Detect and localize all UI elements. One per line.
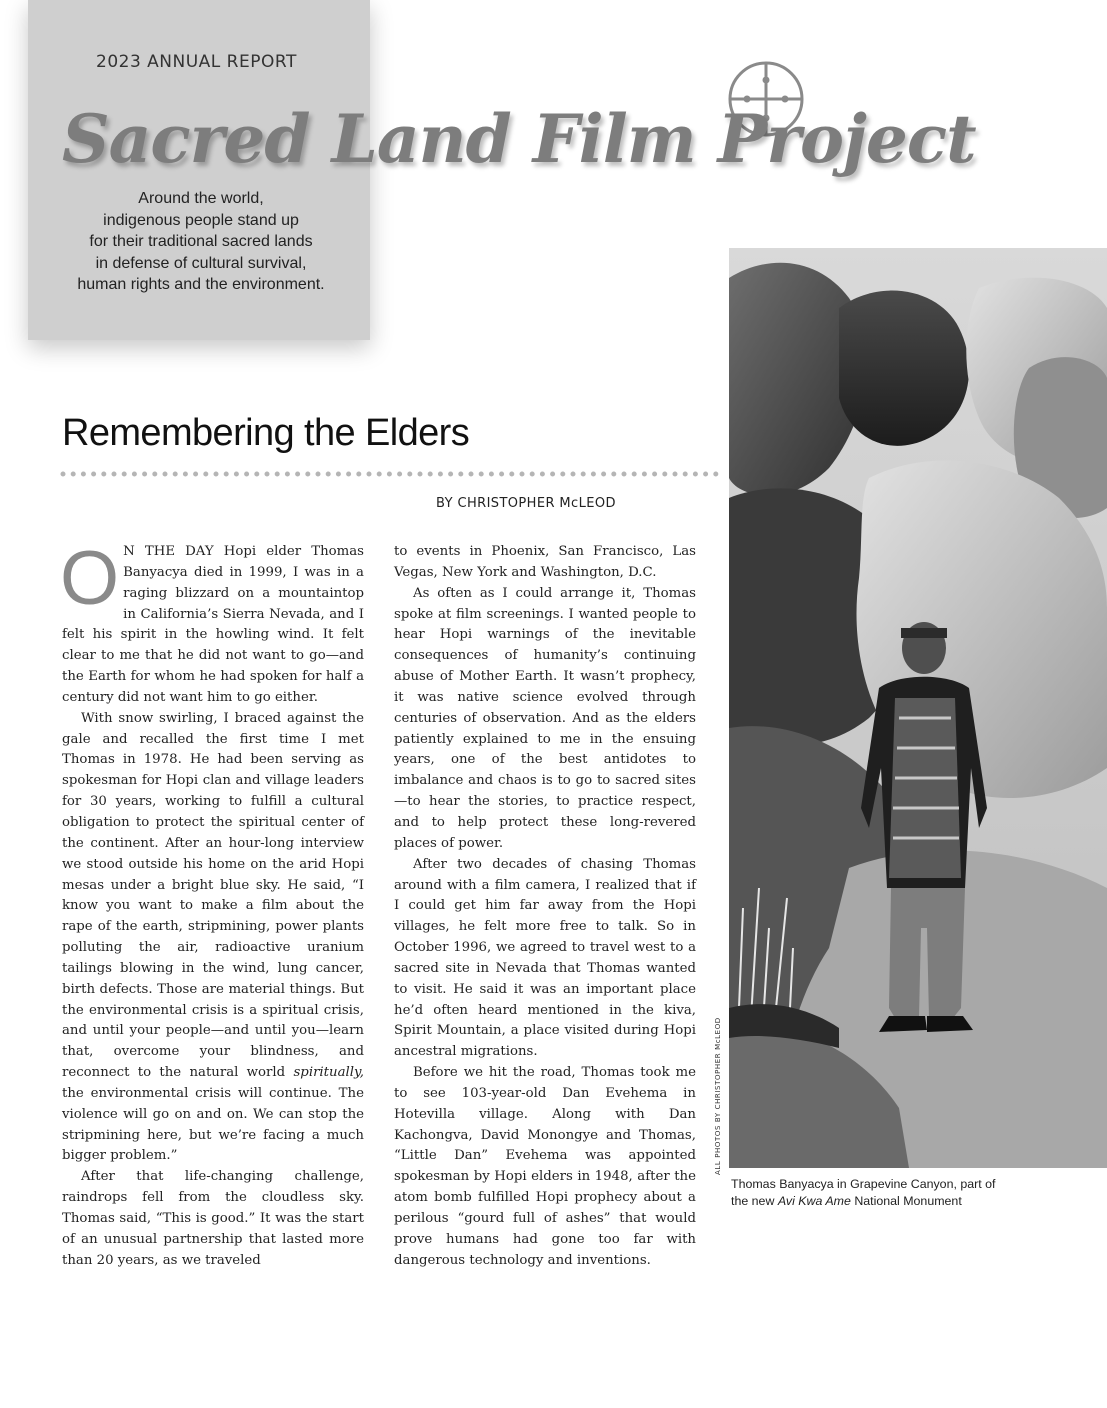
caption-line-2: the new Avi Kwa Ame National Monument (731, 1194, 962, 1208)
drop-cap: O (60, 536, 120, 621)
article-paragraph: As often as I could arrange it, Thomas spoke at film screenings. I wanted people to hear Hopi warnings of the inevitable consequences of humanity’s continuing abuse of Mother Earth. It wasn’t prophecy, it was native science evolved through centuries of observation. And as the elders patiently explained to me in the ensuing years, one of the best antidotes to imbalance and chaos is to go to sacred sites—to hear the stories, to practice respect, and to help protect these long-revered places of power. (394, 585, 696, 851)
tagline-line: human rights and the environment. (77, 276, 325, 293)
tagline-line: for their traditional sacred lands (89, 233, 313, 250)
tagline-line: Around the world, (138, 190, 264, 207)
dotted-divider (60, 468, 720, 480)
article-paragraph: O N THE DAY Hopi elder Thomas Banyacya died in 1999, I was in a raging blizzard on a mountaintop in California’s Sierra Nevada, and I felt his spirit in the howling wind. It felt clear to me that he did not want to go—and the Earth for whom he had spoken for half a century did not want him to go either. (60, 536, 364, 705)
caption-line: Thomas Banyacya in Grapevine Canyon, part of (731, 1177, 996, 1191)
photo-credit: ALL PHOTOS BY CHRISTOPHER McLEOD (714, 1017, 722, 1175)
article-paragraph: Before we hit the road, Thomas took me to see 103-year-old Dan Evehema in Hotevilla village. Along with Dan Kachongva, David Monongye and Thomas, “Little Dan” Evehema was appointed spokesman by Hopi elders in 1948, after the atom bomb fulfilled Hopi prophecy about a perilous “gourd full of ashes” that would prove humans had gone too far with dangerous technology and inventions. (394, 1065, 696, 1268)
masthead-title: Sacred Land Film Project (62, 100, 976, 178)
monument-name: Avi Kwa Ame (777, 1194, 851, 1208)
tagline-line: in defense of cultural survival, (95, 254, 307, 272)
elder-photo (729, 248, 1107, 1168)
article-paragraph: With snow swirling, I braced against the gale and recalled the first time I met Thomas in 1978. He had been serving as spokesman for Hopi clan and village leaders for 30 years, working to fulfill a cultural obligation to protect the spiritual center of the continent. After an hour-long interview we stood outside his home on the arid Hopi mesas under a bright blue sky. He said, “I know you want to make a film about the rape of the earth, stripmining, power plants polluting the air, radioactive uranium tailings blowing in the wind, lung cancer, birth defects. Those are material things. But the environmental crisis is a spiritual crisis, and until your people—and until you—learn that, overcome your blindness, and reconnect to the natural world spiritually, the environmental crisis will continue. The violence will go on and on. We can stop the stripmining here, but we’re facing a much bigger problem.” (62, 710, 364, 1164)
article-paragraph: After two decades of chasing Thomas around with a film camera, I realized that if I could get him far away from the Hopi villages, he felt more free to talk. So in October 1996, we agreed to travel west to a sacred site in Nevada that Thomas wanted to visit. He said it was an important place he’d often heard mentioned in the kiva, Spirit Mountain, a place visited during Hopi ancestral migrations. (394, 856, 696, 1060)
tagline (36, 188, 366, 296)
article-column-left (60, 536, 364, 1272)
article-paragraph: After that life-changing challenge, raindrops fell from the cloudless sky. Thomas said, “This is good.” It was the start of an unusual partnership that lasted more than 20 years, as we traveled (62, 1169, 364, 1268)
article-byline: BY CHRISTOPHER McLEOD (436, 496, 616, 511)
article-paragraph: to events in Phoenix, San Francisco, Las Vegas, New York and Washington, D.C. (394, 544, 696, 580)
article-headline: Remembering the Elders (62, 412, 470, 454)
photo-caption (731, 1176, 1101, 1210)
tagline-line: indigenous people stand up (103, 211, 299, 229)
report-label: 2023 ANNUAL REPORT (96, 52, 297, 72)
article-column-right (394, 542, 696, 1272)
